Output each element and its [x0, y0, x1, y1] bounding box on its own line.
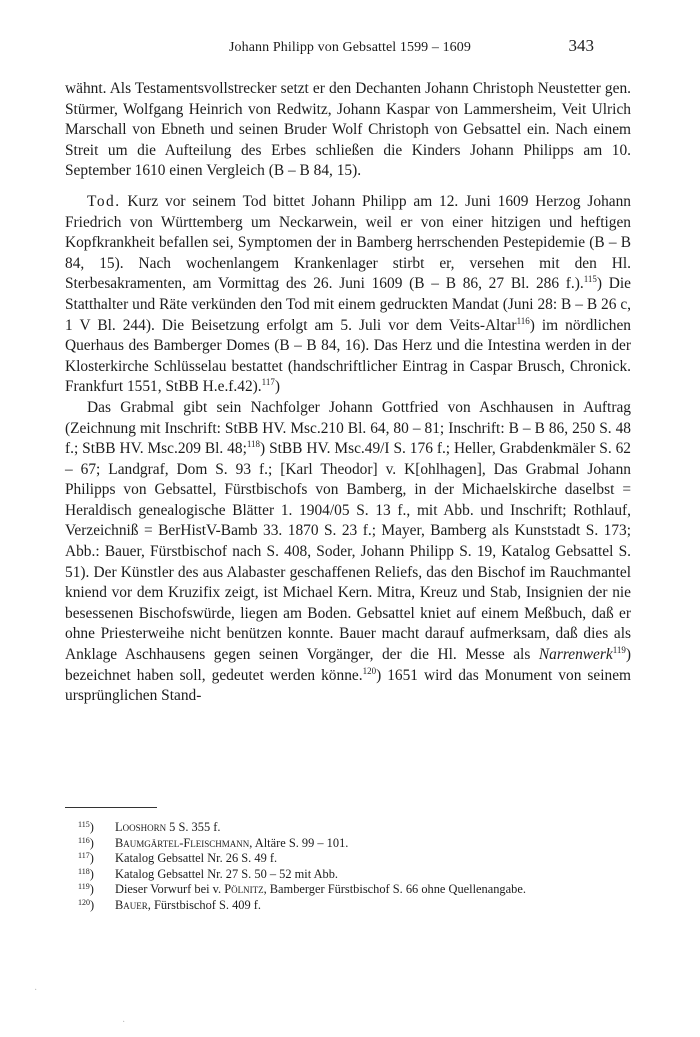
footnote-ref-117: 117 [261, 377, 275, 388]
footnote-116: $^{116}$) Baumgärtel-Fleischmann, Altäre S. 99 – 101. [78, 835, 349, 850]
footnote-ref-118: 118 [246, 439, 261, 450]
footnote-author: Looshorn [115, 820, 167, 834]
footnote-text: 5 S. 355 f. [166, 820, 221, 834]
footnote-text: Dieser Vorwurf bei v. [115, 882, 225, 897]
footnote-118: $^{118}$) Katalog Gebsattel Nr. 27 S. 50 – 52 mit Abb. [78, 866, 339, 881]
paragraph-3-text-b: ) StBB HV. Msc.49/I S. 176 f.; Heller, Grabdenkmäler S. 62 – 67; Landgraf, Dom S. 93 f.; [Karl Theodor] v. K[ohlhagen], Das Grabmal Johann Philipps von Gebsattel, Fürstbischofs von Bamberg, in der Michaelskirche daselbst = Heraldisch genealogische Blätter 1. 1904/05 S. 13 f., mit Abb. und Inschrift; Rothlauf, Verzeichniß = BerHistV-Bamb 33. 1870 S. 23 f.; Mayer, Bamberg als Kunststadt S. 173; Abb.: Bauer, Fürstbischof nach S. 408, Soder, Johann Philipp S. 19, Katalog Gebsattel S. 51). Der Künstler des aus Alabaster geschaffenen Reliefs, das den Bischof im Rauchmantel kniend vor dem Kruzifix zeigt, ist Michael Kern. Mitra, Kreuz und Stab, Insignien der nie besessenen Bischofswürde, liegen am Boden. Gebsattel kniet auf einem Meßbuch, daß er ohne Priesterweihe nicht benützen konnte. Bauer macht darauf aufmerksam, daß dies als Anklage Aschhausens gegen seinen Vorgänger, der die Hl. Messe als [65, 440, 631, 664]
paragraph-2-text-d: ) [274, 378, 280, 396]
footnotes [65, 820, 631, 914]
footnote-author: Pölnitz [224, 882, 264, 897]
body-text [65, 79, 631, 707]
paragraph-3-text-d: ) 1651 wird das Monument von seinem ursprünglichen Stand- [65, 666, 632, 705]
footnote-author: Bauer [115, 897, 148, 912]
paragraph-2 [65, 192, 631, 398]
paragraph-2-lead: Tod. [87, 192, 121, 210]
footnote-text-2: , Bamberger Fürstbischof S. 66 ohne Quellenangabe. [263, 882, 526, 897]
footnote-ref-116: 116 [516, 315, 530, 326]
paragraph-3-text-c: ) bezeichnet haben soll, gedeutet werden könne. [65, 646, 631, 684]
footnote-ref-119: 119 [612, 645, 626, 656]
paragraph-1-text: wähnt. Als Testamentsvollstrecker setzt er den Dechanten Johann Christoph Neustetter gen. Stürmer, Wolfgang Heinrich von Redwitz, Johann Kaspar von Lammersheim, Veit Ulrich Marschall von Ebneth und seinen Bruder Wolf Christoph von Gebsattel ein. Nach einem Streit um die Aufteilung des Erbes schließen die Kinders Johann Philipps am 10. September 1610 einen Vergleich (B – B 84, 15). [65, 80, 631, 180]
paragraph-3-text-a: Das Grabmal gibt sein Nachfolger Johann Gottfried von Aschhausen in Auftrag (Zeichnung mit Inschrift: StBB HV. Msc.210 Bl. 64, 80 – 81; Inschrift: B – B 86, 250 S. 48 f.; StBB HV. Msc.209 Bl. 48; [65, 398, 631, 458]
footnote-text: , Fürstbischof S. 409 f. [147, 897, 262, 912]
scan-mark: · [34, 985, 38, 996]
footnote-text: , Altäre S. 99 – 101. [249, 835, 349, 850]
running-title: Johann Philipp von Gebsattel 1599 – 1609 [229, 40, 471, 55]
footnote-text: Katalog Gebsattel Nr. 26 S. 49 f. [115, 851, 278, 866]
footnote-number: 120 [78, 897, 90, 907]
paragraph-1 [65, 79, 631, 182]
page-header [0, 36, 700, 62]
footnote-number: 115 [78, 820, 90, 829]
paragraph-3-italic: Narrenwerk [538, 646, 613, 664]
footnote-number: 117 [78, 851, 90, 861]
footnote-number: 116 [78, 835, 90, 845]
footnote-number: 118 [78, 866, 90, 876]
footnote-rule [65, 807, 157, 808]
footnote-author: Baumgärtel-Fleischmann [115, 835, 250, 850]
footnote-ref-120: 120 [362, 665, 377, 676]
footnote-text: Katalog Gebsattel Nr. 27 S. 50 – 52 mit Abb. [115, 866, 339, 881]
page-number: 343 [568, 36, 594, 55]
paragraph-3 [65, 398, 631, 707]
footnote-117: $^{117}$) Katalog Gebsattel Nr. 26 S. 49 f. [78, 851, 278, 866]
paragraph-2-text-a: Kurz vor seinem Tod bittet Johann Philipp am 12. Juni 1609 Herzog Johann Friedrich von Württemberg um Neckarwein, weil er von einer hitzigen und heftigen Kopfkrankheit befallen sei, Symptomen der in Bamberg herrschenden Pestepidemie (B – B 84, 15). Nach wochenlangem Krankenlager stirbt er, versehen mit den Hl. Sterbesakramenten, am Vormittag des 26. Juni 1609 (B – B 86, 27 Bl. 286 f.). [65, 192, 631, 293]
footnote-ref-115: 115 [583, 274, 597, 285]
footnote-115: $^{115}$) Looshorn 5 S. 355 f. [78, 820, 221, 834]
footnote-120: $^{120}$) Bauer, Fürstbischof S. 409 f. [78, 897, 262, 912]
footnote-number: 119 [78, 882, 90, 892]
scan-mark: · [122, 1017, 126, 1028]
footnote-119: $^{119}$) Dieser Vorwurf bei v. Pölnitz, Bamberger Fürstbischof S. 66 ohne Quellenangabe. [78, 882, 526, 897]
paragraph-2-text-c: ) im nördlichen Querhaus des Bamberger Domes (B – B 84, 16). Das Herz und die Intestina werden in der Klosterkirche Schlüsselau bestattet (handschriftlicher Eintrag in Caspar Brusch, Chronick. Frankfurt 1551, StBB H.e.f.42). [65, 316, 631, 396]
paragraph-2-text-b: ) Die Statthalter und Räte verkünden den Tod mit einem gedruckten Mandat (Juni 28: B – B 26 c, 1 V Bl. 244). Die Beisetzung erfolgt am 5. Juli vor dem Veits-Altar [65, 275, 631, 334]
